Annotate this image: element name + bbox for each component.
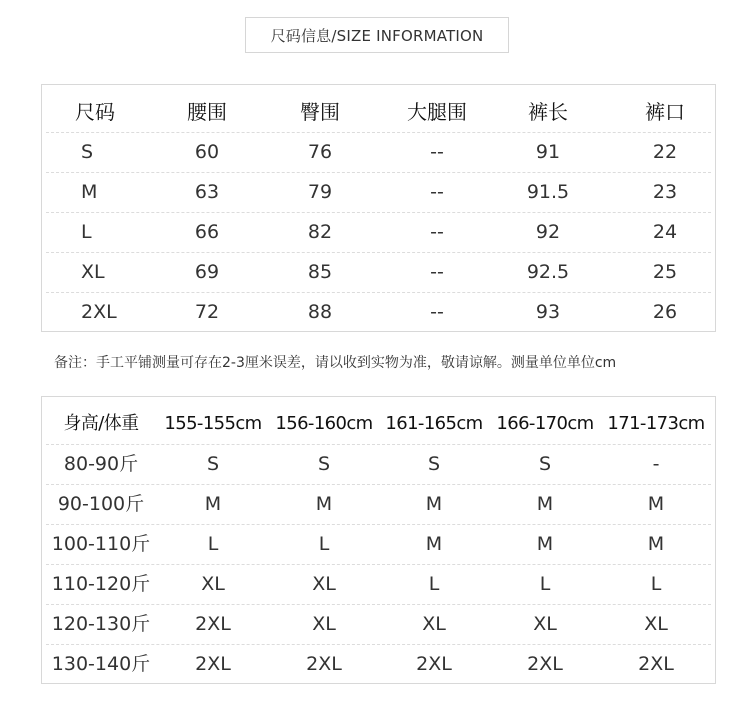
- table-cell: L: [318, 533, 330, 555]
- table-cell: 90-100斤: [57, 493, 145, 515]
- table-row: [46, 484, 711, 525]
- table-cell: 60: [194, 141, 220, 163]
- table-cell: 79: [307, 181, 333, 203]
- table-cell: L: [207, 533, 219, 555]
- table-cell: 25: [652, 261, 678, 283]
- table-row: [46, 524, 711, 565]
- table-cell: M: [425, 493, 443, 515]
- table-cell: --: [430, 181, 444, 203]
- table-cell: M: [315, 493, 333, 515]
- table-cell: S: [317, 453, 331, 475]
- table-cell: -: [652, 453, 660, 475]
- table-cell: 2XL: [195, 653, 231, 675]
- table-cell: M: [425, 533, 443, 555]
- size-chart-table: [41, 84, 716, 332]
- table-cell: 91: [535, 141, 561, 163]
- table-cell: 80-90斤: [63, 453, 139, 475]
- table-cell: M: [647, 493, 665, 515]
- table-cell: 63: [194, 181, 220, 203]
- table-cell: XL: [312, 573, 336, 595]
- table-row: [46, 444, 711, 485]
- table-row: [46, 172, 711, 213]
- header-cell: 大腿围: [407, 100, 467, 124]
- header-cell: 171-173cm: [607, 413, 705, 434]
- table-cell: 120-130斤: [51, 613, 151, 635]
- table-cell: 92: [535, 221, 561, 243]
- table-cell: 2XL: [81, 301, 117, 323]
- table-cell: 23: [652, 181, 678, 203]
- table-cell: S: [427, 453, 441, 475]
- table-cell: 69: [194, 261, 220, 283]
- table-cell: L: [81, 221, 92, 243]
- table-row: [46, 564, 711, 605]
- table-cell: --: [430, 301, 444, 323]
- table-cell: 72: [194, 301, 220, 323]
- table-cell: XL: [81, 261, 105, 283]
- table-cell: 82: [307, 221, 333, 243]
- table-cell: XL: [422, 613, 446, 635]
- table-cell: 76: [307, 141, 333, 163]
- table-cell: 2XL: [416, 653, 452, 675]
- table-cell: 22: [652, 141, 678, 163]
- table-cell: 130-140斤: [51, 653, 151, 675]
- table-cell: L: [650, 573, 662, 595]
- table-cell: S: [81, 141, 94, 163]
- header-cell: 臀围: [300, 100, 340, 124]
- header-cell: 156-160cm: [275, 413, 373, 434]
- table-cell: --: [430, 261, 444, 283]
- table-cell: 93: [535, 301, 561, 323]
- table-cell: 91.5: [526, 181, 570, 203]
- table-cell: M: [204, 493, 222, 515]
- table-cell: 92.5: [526, 261, 570, 283]
- table-row: [46, 252, 711, 293]
- fit-guide-table: [41, 396, 716, 684]
- header-cell: 身高/体重: [63, 413, 139, 434]
- section-title: 尺码信息/SIZE INFORMATION: [245, 17, 509, 53]
- table-cell: 85: [307, 261, 333, 283]
- header-cell: 155-155cm: [164, 413, 262, 434]
- table-cell: 24: [652, 221, 678, 243]
- table-cell: 2XL: [638, 653, 674, 675]
- table-row: [46, 292, 711, 332]
- table-cell: S: [538, 453, 552, 475]
- table-cell: M: [536, 493, 554, 515]
- table-cell: M: [536, 533, 554, 555]
- header-cell: 裤长: [528, 100, 568, 124]
- table-row: [46, 212, 711, 253]
- table-row: [46, 644, 711, 684]
- table-cell: 88: [307, 301, 333, 323]
- table-cell: 110-120斤: [51, 573, 151, 595]
- table-header-row: [46, 404, 711, 445]
- table-cell: XL: [644, 613, 668, 635]
- header-cell: 166-170cm: [496, 413, 594, 434]
- table-cell: XL: [201, 573, 225, 595]
- table-cell: XL: [533, 613, 557, 635]
- header-cell: 腰围: [187, 100, 227, 124]
- header-cell: 尺码: [75, 100, 115, 124]
- table-cell: 26: [652, 301, 678, 323]
- table-cell: XL: [312, 613, 336, 635]
- table-cell: L: [428, 573, 440, 595]
- table-cell: --: [430, 221, 444, 243]
- table-row: [46, 132, 711, 173]
- table-cell: 66: [194, 221, 220, 243]
- table-cell: 2XL: [306, 653, 342, 675]
- table-cell: M: [647, 533, 665, 555]
- table-row: [46, 604, 711, 645]
- table-cell: L: [539, 573, 551, 595]
- table-cell: M: [81, 181, 98, 203]
- table-header-row: [46, 92, 711, 133]
- header-cell: 161-165cm: [385, 413, 483, 434]
- table-cell: --: [430, 141, 444, 163]
- header-cell: 裤口: [645, 100, 685, 124]
- table-cell: 2XL: [527, 653, 563, 675]
- table-cell: 2XL: [195, 613, 231, 635]
- measurement-note: 备注：手工平铺测量可存在2-3厘米误差，请以收到实物为准，敬请谅解。测量单位单位cm: [54, 355, 617, 371]
- table-cell: S: [206, 453, 220, 475]
- table-cell: 100-110斤: [51, 533, 151, 555]
